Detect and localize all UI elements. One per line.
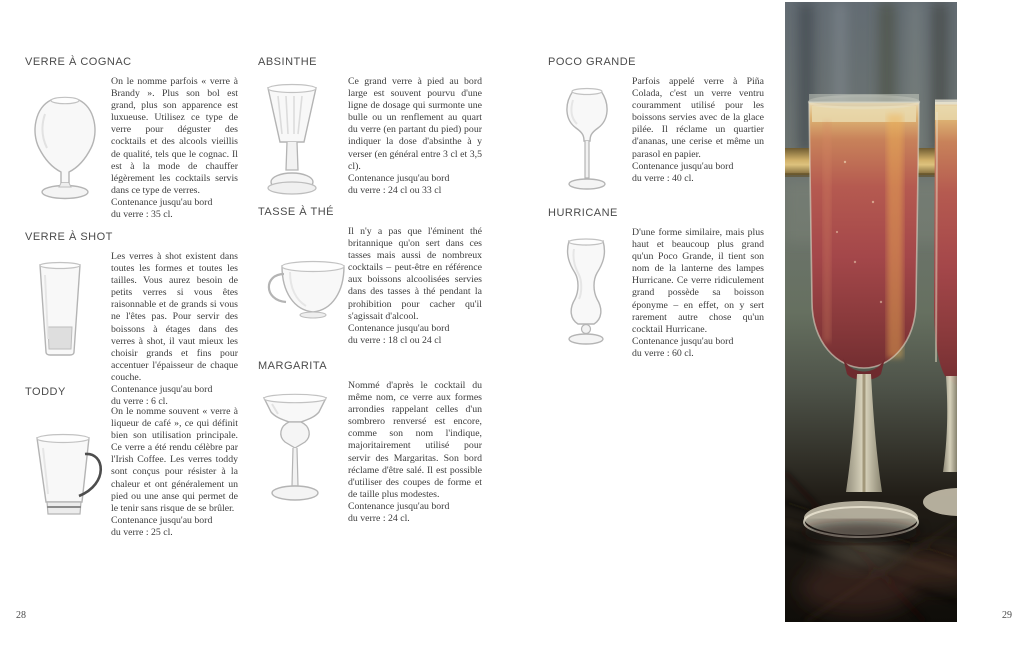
- capacity-note: [632, 161, 764, 185]
- capacity-line-1: Contenance jusqu'au bord: [348, 322, 450, 334]
- section-poco-grande: [548, 56, 764, 198]
- capacity-note: [348, 323, 482, 347]
- section-title: TASSE À THÉ: [258, 206, 335, 218]
- capacity-line-2: du verre : 18 cl ou 24 cl: [348, 334, 442, 346]
- section-title: ABSINTHE: [258, 56, 318, 68]
- tea-cup-illustration: [258, 226, 348, 324]
- section-toddy: [25, 386, 238, 539]
- section-verre-a-cognac: [25, 56, 238, 221]
- capacity-line-2: du verre : 40 cl.: [632, 172, 694, 184]
- capacity-line-2: du verre : 35 cl.: [111, 209, 173, 221]
- section-title: MARGARITA: [258, 360, 328, 372]
- capacity-line-1: Contenance jusqu'au bord: [632, 160, 734, 172]
- section-hurricane: [548, 207, 764, 360]
- capacity-line-1: Contenance jusqu'au bord: [348, 172, 450, 184]
- section-verre-a-shot: [25, 231, 238, 408]
- capacity-line-2: du verre : 6 cl.: [111, 396, 168, 408]
- section-body: D'une forme similaire, mais plus haut et beaucoup plus grand qu'un Poco Grande, il tient son nom de la lanterne des lampes Hurricane. Ce verre ridiculement grand possède sa boisson éponyme – en effet, on y sert rarement autre chose qu'un cocktail Hurricane.: [632, 227, 764, 335]
- section-title: POCO GRANDE: [548, 56, 637, 68]
- poco-grande-glass-illustration: [548, 76, 632, 198]
- page-number-right: 29: [1002, 610, 1012, 621]
- capacity-note: [111, 515, 238, 539]
- capacity-line-1: Contenance jusqu'au bord: [632, 335, 734, 347]
- section-title: VERRE À COGNAC: [25, 56, 132, 68]
- capacity-line-1: Contenance jusqu'au bord: [111, 196, 213, 208]
- shot-glass-illustration: [25, 251, 111, 361]
- hurricane-glass-illustration: [548, 227, 632, 351]
- capacity-line-1: Contenance jusqu'au bord: [111, 384, 213, 396]
- section-absinthe: [258, 56, 482, 202]
- capacity-note: [111, 197, 238, 221]
- page-number-left: 28: [16, 610, 26, 621]
- section-body: Il n'y a pas que l'éminent thé britannique qu'on sert dans ces tasses mais aussi de nombreux cocktails – peut-être en référence aux boissons alcoolisées servies dans des tasses à thé pendant la prohibition pour cacher qu'il s'agissait d'alcool.: [348, 226, 482, 322]
- section-title: TODDY: [25, 386, 66, 398]
- section-body: Les verres à shot existent dans toutes les formes et toutes les tailles. Vous aurez besoin de petits verres si vous êtes raisonnable et de grands si vous ne l'êtes pas. Pour servir des boissons à étages dans des verres à shot, il vaut mieux les choisir grands et fins pour accentuer l'épaisseur de chaque couche.: [111, 251, 238, 383]
- capacity-note: [348, 173, 482, 197]
- capacity-line-1: Contenance jusqu'au bord: [111, 514, 213, 526]
- capacity-line-2: du verre : 24 cl.: [348, 513, 410, 525]
- cognac-snifter-illustration: [25, 76, 111, 206]
- section-title: HURRICANE: [548, 207, 618, 219]
- capacity-note: [348, 501, 482, 525]
- section-body: On le nomme parfois « verre à Brandy ». Plus son bol est grand, plus son apparence est luxueuse. Utilisez ce type de verre pour déguster des cocktails et des alcools vieillis de qualité, tels que le cognac. Il est à la mode de chauffer légèrement les cocktails servis dans ce type de verres.: [111, 76, 238, 196]
- section-body: Parfois appelé verre à Piña Colada, c'est un verre ventru couramment utilisé pour les boissons servies avec de la glace pilée. Il réclame un quartier d'ananas, une cerise et même un parasol en papier.: [632, 76, 764, 160]
- capacity-line-2: du verre : 24 cl ou 33 cl: [348, 184, 442, 196]
- capacity-line-1: Contenance jusqu'au bord: [348, 500, 450, 512]
- margarita-glass-illustration: [258, 380, 348, 512]
- section-tasse-a-the: [258, 206, 482, 347]
- capacity-note: [632, 336, 764, 360]
- capacity-line-2: du verre : 25 cl.: [111, 526, 173, 538]
- section-body: Nommé d'après le cocktail du même nom, ce verre aux formes arrondies rappelant celles d'un sombrero renversé est encore, comme son nom l'indique, majoritairement utilisé pour servir des Margaritas. Son bord réclame d'être salé. Il est possible d'utiliser des coupes de forme et de taille plus modestes.: [348, 380, 482, 500]
- section-title: VERRE À SHOT: [25, 231, 113, 243]
- section-margarita: [258, 360, 482, 525]
- absinthe-glass-illustration: [258, 76, 348, 202]
- toddy-glass-illustration: [25, 406, 111, 524]
- champagne-flutes-photo: [785, 2, 957, 622]
- section-body: Ce grand verre à pied au bord large est souvent pourvu d'une ligne de dosage qui surmonte une bulle ou un renflement au quart du verre (en partant du pied) pour indiquer la dose d'absinthe à y verser (en général entre 3 cl et 3,5 cl).: [348, 76, 482, 172]
- capacity-line-2: du verre : 60 cl.: [632, 347, 694, 359]
- section-body: On le nomme souvent « verre à liqueur de café », ce qui définit bien son utilisation principale. Ce verre a été rendu célèbre par l'Irish Coffee. Les verres toddy sont conçus pour résister à la chaleur et ont généralement un pied ou une anse qui permet de le tenir sans risque de se brûler.: [111, 406, 238, 514]
